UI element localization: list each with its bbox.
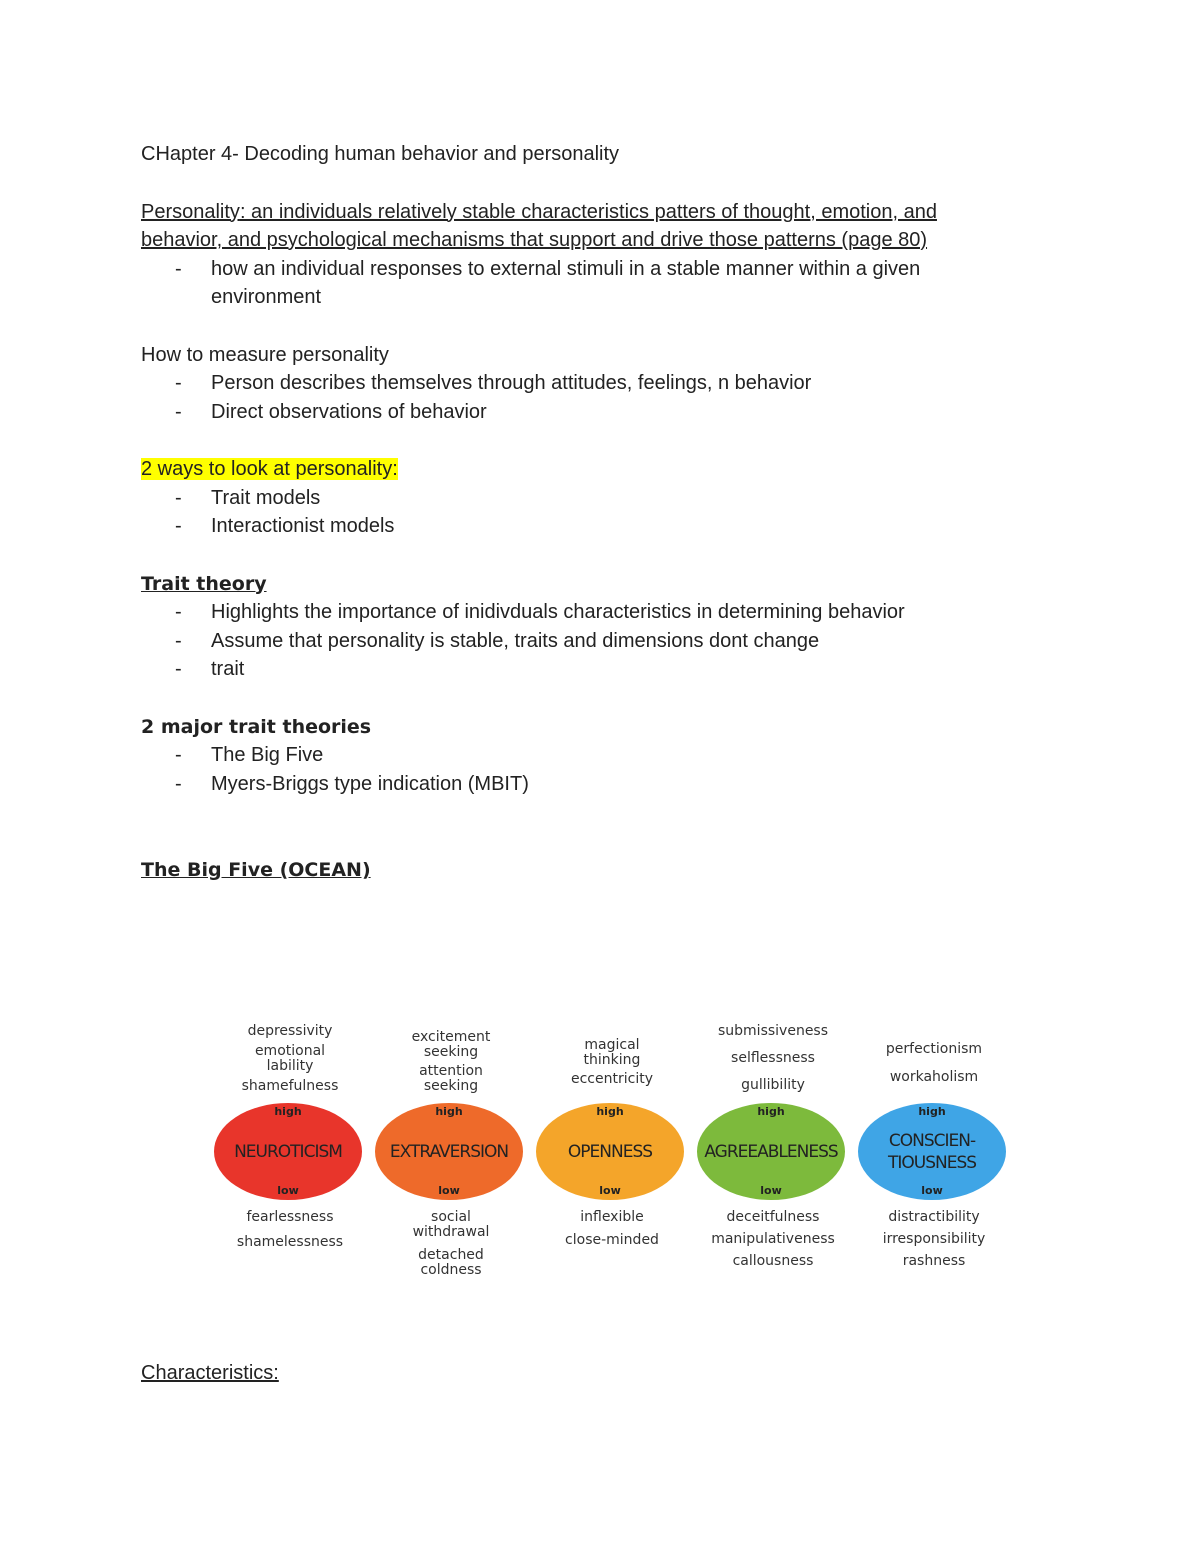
list-item: - Trait models	[141, 484, 1021, 513]
characteristics-heading: Characteristics:	[141, 1362, 279, 1384]
personality-definition-line2: behavior, and psychological mechanisms that support and drive those patterns (page 80)	[141, 229, 928, 251]
low-label: low	[599, 1184, 621, 1197]
trait-circle	[858, 1103, 1006, 1200]
trait-word: manipulativeness	[711, 1231, 835, 1247]
list-item: - Myers-Briggs type indication (MBIT)	[141, 770, 1021, 799]
trait-3	[693, 1020, 853, 1280]
list-item: - Assume that personality is stable, traits and dimensions dont change	[141, 627, 1021, 656]
trait-word: deceitfulness	[726, 1209, 820, 1225]
list-item: - The Big Five	[141, 741, 1021, 770]
trait-word: social withdrawal	[412, 1209, 490, 1240]
personality-bullets	[141, 255, 1021, 312]
trait-name: NEUROTICISM	[234, 1141, 342, 1162]
trait-name: AGREEABLENESS	[704, 1141, 838, 1162]
list-item: - how an individual responses to external stimuli in a stable manner within a given environment	[141, 255, 1021, 312]
trait-theory-heading: Trait theory	[141, 572, 267, 595]
trait-word: eccentricity	[571, 1071, 653, 1087]
high-label: high	[435, 1105, 463, 1118]
trait-circle	[375, 1103, 523, 1200]
list-item: - Interactionist models	[141, 512, 1021, 541]
personality-definition-a: : an individuals relatively stable characteristics patters of thought, emotion, and	[239, 200, 937, 223]
measure-bullets	[141, 369, 1021, 426]
trait-word: shamelessness	[236, 1234, 344, 1250]
high-label: high	[757, 1105, 785, 1118]
measure-heading: How to measure personality	[141, 343, 389, 366]
trait-word: emotional lability	[254, 1043, 326, 1074]
trait-word: irresponsibility	[882, 1231, 986, 1247]
document-page	[141, 140, 1021, 885]
trait-word: submissiveness	[717, 1023, 829, 1039]
trait-word: close-minded	[565, 1232, 659, 1248]
high-label: high	[596, 1105, 624, 1118]
trait-word: magical thinking	[583, 1037, 641, 1068]
low-label: low	[760, 1184, 782, 1197]
major-theories-heading: 2 major trait theories	[141, 715, 372, 738]
trait-4	[854, 1020, 1014, 1280]
trait-name: OPENNESS	[567, 1141, 653, 1162]
high-label: high	[274, 1105, 302, 1118]
trait-word: callousness	[732, 1253, 814, 1269]
trait-theory-bullets	[141, 598, 1021, 684]
low-label: low	[921, 1184, 943, 1197]
trait-word: perfectionism	[885, 1041, 983, 1057]
trait-word: excitement seeking	[411, 1029, 491, 1060]
personality-definition-line1	[141, 198, 1021, 227]
trait-word: depressivity	[247, 1023, 333, 1039]
trait-word: distractibility	[888, 1209, 980, 1225]
low-label: low	[277, 1184, 299, 1197]
trait-name: EXTRAVERSION	[389, 1141, 509, 1162]
ways-bullets	[141, 484, 1021, 541]
trait-word: inflexible	[580, 1209, 644, 1225]
trait-name: CONSCIEN- TIOUSNESS	[887, 1130, 977, 1173]
major-theories-bullets	[141, 741, 1021, 798]
trait-circle	[214, 1103, 362, 1200]
trait-0	[210, 1020, 370, 1280]
trait-word: fearlessness	[246, 1209, 334, 1225]
big-five-heading: The Big Five (OCEAN)	[141, 859, 371, 881]
trait-word: shamefulness	[241, 1078, 339, 1094]
trait-word: attention seeking	[419, 1063, 483, 1094]
trait-2	[532, 1020, 692, 1280]
trait-circle	[536, 1103, 684, 1200]
trait-word: selflessness	[731, 1050, 815, 1066]
trait-circle	[697, 1103, 845, 1200]
list-item: - trait	[141, 655, 1021, 684]
ways-heading: 2 ways to look at personality:	[141, 458, 398, 480]
trait-word: detached coldness	[418, 1247, 484, 1278]
trait-word: rashness	[902, 1253, 966, 1269]
list-item: - Highlights the importance of inidivduals characteristics in determining behavior	[141, 598, 1021, 627]
trait-word: gullibility	[741, 1077, 805, 1093]
personality-term: Personality	[141, 200, 240, 223]
high-label: high	[918, 1105, 946, 1118]
trait-word: workaholism	[889, 1069, 979, 1085]
list-item: - Person describes themselves through attitudes, feelings, n behavior	[141, 369, 1021, 398]
trait-1	[371, 1020, 531, 1280]
list-item: - Direct observations of behavior	[141, 398, 1021, 427]
page-title: CHapter 4- Decoding human behavior and personality	[141, 143, 620, 165]
low-label: low	[438, 1184, 460, 1197]
big-five-figure	[210, 1020, 1010, 1280]
